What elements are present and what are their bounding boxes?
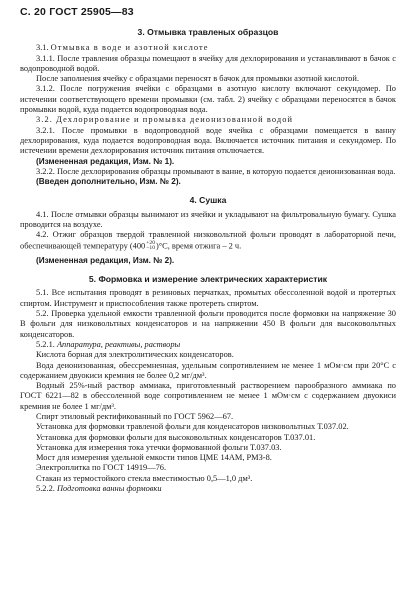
revision-note: (Измененная редакция, Изм. № 2). [36, 255, 175, 265]
list-item: Установка для формовки травленой фольги для конденсаторов низковольтных Т.037.02. [36, 422, 349, 432]
subsection-title: Аппаратура, реактивы, растворы [56, 339, 181, 349]
list-item: Установка для измерения тока утечки формованной фольги Т.037.03. [36, 442, 282, 452]
paragraph-text: 4.2. Отжиг образцов твердой травленной низковольтной фольги проводят в лабораторной печи, обеспечивающей температуру (400 [20, 230, 396, 251]
paragraph-3-2-2: 3.2.2. После дехлорирования образцы промывают в ванне, в которую подается деионизованная вода. [36, 166, 396, 176]
paragraph-3-2-1: 3.2.1. После промывки в водопроводной воде ячейка с образцами помещается в ванну дехлорирования, куда подается водопроводная вода. Включается источник питания и секундомер. По истечении времени дехлорирования источник питания отключается. [20, 125, 396, 156]
paragraph-3-1-1: 3.1.1. После травления образцы помещают в ячейку для дехлорирования и устанавливают в бачок с водопроводной водой. [20, 53, 396, 73]
paragraph-5-2-2 [20, 484, 396, 494]
list-item: Кислота борная для электролитических конденсаторов. [36, 350, 234, 360]
paragraph-text: )°С, время отжига – 2 ч. [156, 241, 242, 251]
subsection-number: 3.1. [36, 43, 49, 53]
paragraph-5-2: 5.2. Проверка удельной емкости травленной фольги проводится после формовки на напряжение 30 В фольги для низковольтных конденсаторов и на напряжении 450 В фольги для высоковольтных конденсаторов. [20, 309, 396, 339]
revision-note: (Введен дополнительно, Изм. № 2). [36, 177, 181, 187]
list-item: Вода деионизованная, обессремненная, удельным сопротивлением не менее 1 мОм·см при 20°С с содержанием двуокиси кремния не более 0,2 мг/дм³. [20, 360, 396, 380]
list-item: Водный 25%-ный раствор аммиака, приготовленный растворением парообразного аммиака по ГОСТ 6221—82 в обессоленной воде сопротивлением не менее 1 мОм·см с содержанием двуокиси кремния не более 1 мг/дм³. [20, 381, 396, 411]
paragraph-4-1: 4.1. После отмывки образцы вынимают из ячейки и укладывают на фильтровальную бумагу. Сушка проводится на воздухе. [20, 209, 396, 230]
subsection-title: Подготовка ванны формовки [56, 484, 162, 494]
tolerance-lower: −10 [146, 245, 155, 252]
list-item: Электроплитка по ГОСТ 14919—76. [36, 463, 167, 473]
page-header: С. 20 ГОСТ 25905—83 [20, 6, 134, 18]
list-item: Мост для измерения удельной емкости типов ЦМЕ 14АМ, РМЗ-8. [36, 453, 272, 463]
subsection-number: 5.2.2. [36, 484, 55, 494]
list-item: Стакан из термостойкого стекла вместимостью 0,5—1,0 дм³. [36, 473, 253, 483]
list-item: Спирт этиловый ректификованный по ГОСТ 5962—67. [36, 411, 234, 421]
section-4-heading: 4. Сушка [189, 195, 227, 206]
tolerance-upper: +20 [146, 239, 155, 246]
section-5-heading: 5. Формовка и измерение электрических характеристик [88, 274, 328, 285]
revision-note: (Измененная редакция, Изм. № 1). [36, 156, 175, 166]
subsection-3-2-heading: 3.2. Дехлорирование и промывка деионизованной водой [36, 115, 294, 125]
document-body [20, 27, 396, 494]
paragraph-4-2 [20, 230, 396, 251]
subsection-3-1-heading [20, 43, 396, 53]
paragraph-5-2-1 [20, 340, 396, 350]
subsection-title: Отмывка в воде и азотной кислоте [50, 43, 209, 53]
paragraph-3-1-1-cont: После заполнения ячейку с образцами переносят в бачок для промывки азотной кислотой. [36, 74, 359, 84]
paragraph-5-1: 5.1. Все испытания проводят в резиновых перчатках, промытых обессоленной водой и протертых спиртом. Инструмент и приспособления также протереть спиртом. [20, 288, 396, 308]
paragraph-3-1-2: 3.1.2. После погружения ячейки с образцами в азотную кислоту включают секундомер. По истечении соответствующего времени промывки (см. табл. 2) ячейку с образцами переносятся в бачок промывки водой, куда подается водопроводная вода. [20, 84, 396, 115]
subsection-number: 5.2.1. [36, 339, 55, 349]
list-item: Установка для формовки фольги для высоковольтных конденсаторов Т.037.01. [36, 432, 316, 442]
section-3-heading: 3. Отмывка травленых образцов [137, 27, 279, 37]
temperature-tolerance [146, 241, 155, 252]
